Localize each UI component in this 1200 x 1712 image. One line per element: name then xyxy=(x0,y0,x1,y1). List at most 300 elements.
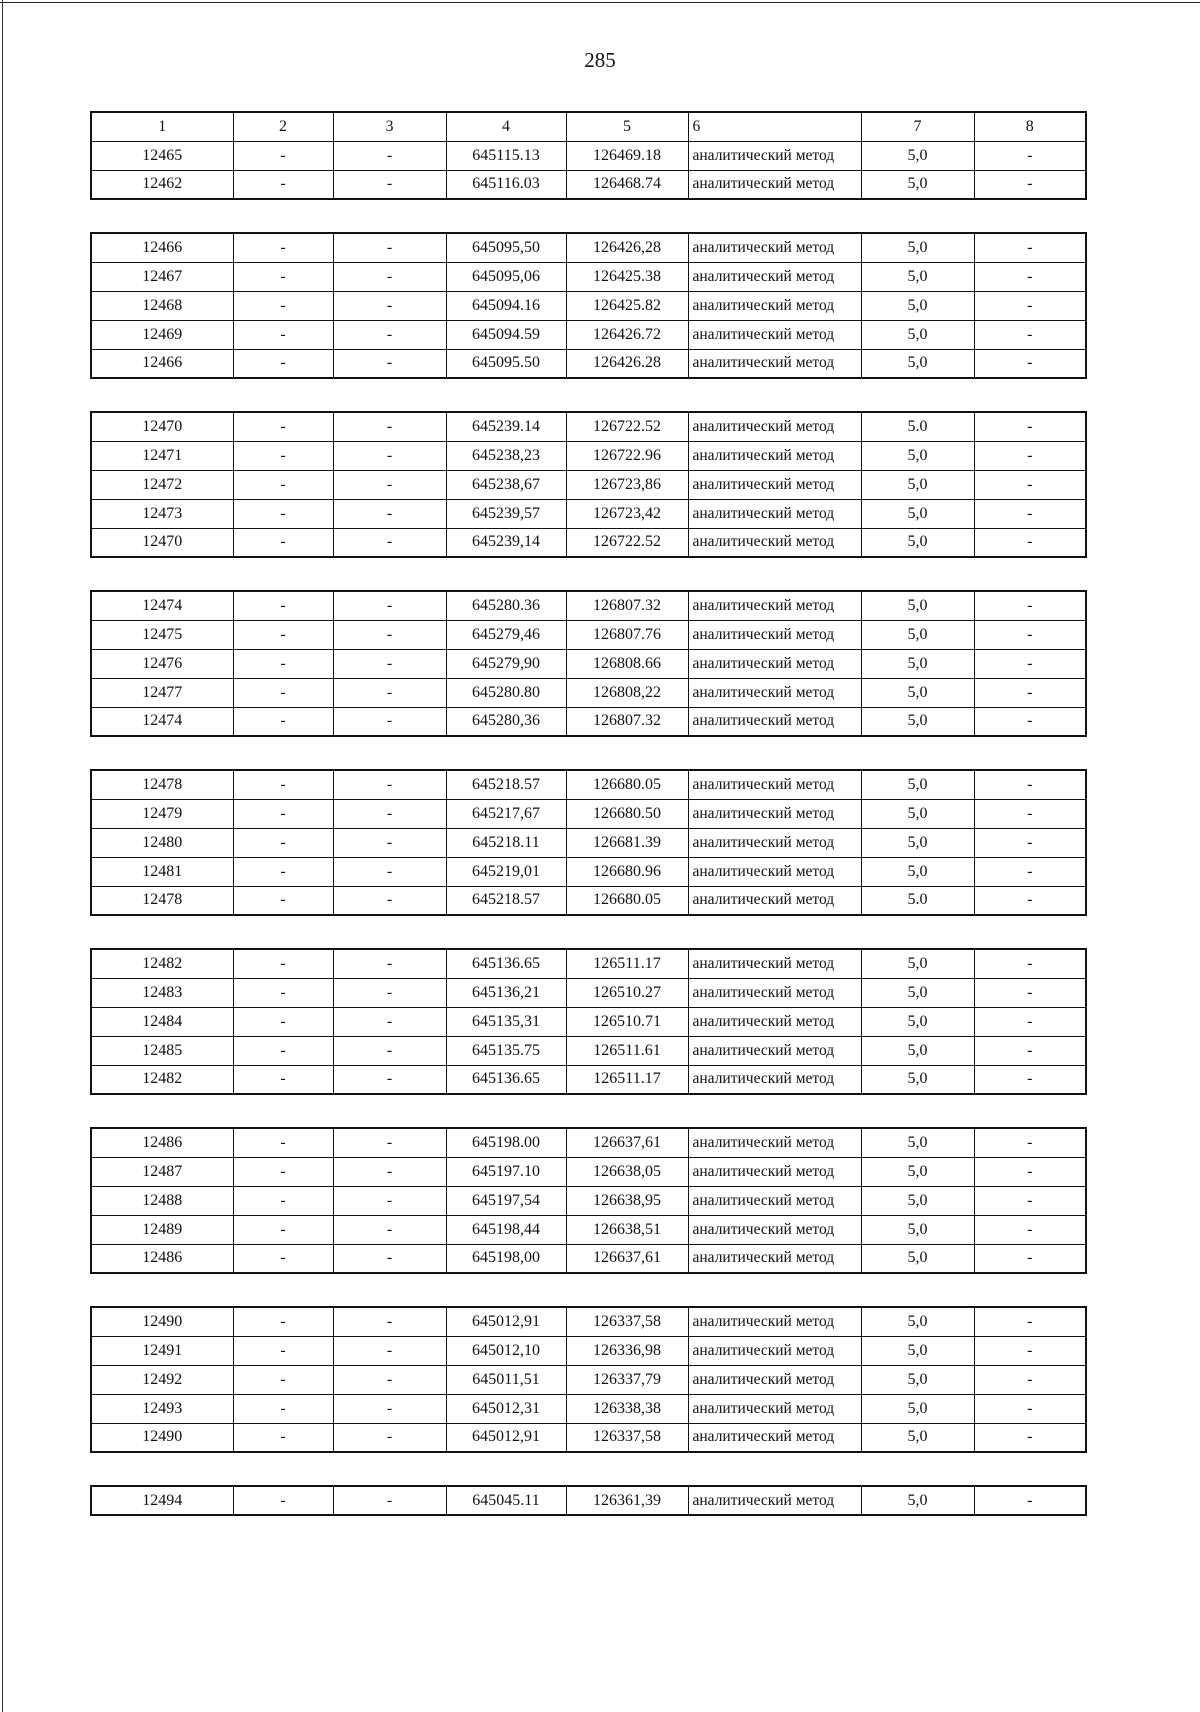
cell-coord-y: 126511.17 xyxy=(566,949,688,978)
cell-accuracy: 5,0 xyxy=(861,1186,974,1215)
coordinates-block xyxy=(90,769,1087,916)
cell-col-3: - xyxy=(333,349,446,378)
cell-coord-y: 126723,42 xyxy=(566,499,688,528)
cell-col-8: - xyxy=(974,441,1086,470)
cell-col-3: - xyxy=(333,412,446,441)
cell-col-3: - xyxy=(333,1423,446,1452)
cell-accuracy: 5,0 xyxy=(861,678,974,707)
cell-method: аналитический метод xyxy=(688,170,861,199)
table-row xyxy=(91,170,1086,199)
cell-col-3: - xyxy=(333,470,446,499)
cell-col-8: - xyxy=(974,949,1086,978)
table-row xyxy=(91,141,1086,170)
block-gap xyxy=(90,558,1085,590)
cell-accuracy: 5,0 xyxy=(861,470,974,499)
cell-method: аналитический метод xyxy=(688,1065,861,1094)
cell-accuracy: 5,0 xyxy=(861,1215,974,1244)
cell-col-2: - xyxy=(233,262,333,291)
cell-method: аналитический метод xyxy=(688,528,861,557)
cell-coord-x: 645197,54 xyxy=(446,1186,566,1215)
cell-method: аналитический метод xyxy=(688,470,861,499)
cell-col-2: - xyxy=(233,499,333,528)
cell-coord-y: 126722.52 xyxy=(566,412,688,441)
cell-accuracy: 5,0 xyxy=(861,349,974,378)
cell-point-number: 12479 xyxy=(91,799,233,828)
cell-coord-x: 645280,36 xyxy=(446,707,566,736)
cell-accuracy: 5,0 xyxy=(861,441,974,470)
cell-col-3: - xyxy=(333,886,446,915)
cell-point-number: 12470 xyxy=(91,528,233,557)
cell-coord-y: 126807.32 xyxy=(566,591,688,620)
cell-col-3: - xyxy=(333,707,446,736)
cell-col-3: - xyxy=(333,528,446,557)
cell-coord-x: 645012,91 xyxy=(446,1307,566,1336)
cell-coord-y: 126807.76 xyxy=(566,620,688,649)
cell-col-3: - xyxy=(333,233,446,262)
cell-accuracy: 5,0 xyxy=(861,1128,974,1157)
table-row xyxy=(91,1394,1086,1423)
cell-col-2: - xyxy=(233,470,333,499)
cell-coord-y: 126723,86 xyxy=(566,470,688,499)
table-row xyxy=(91,799,1086,828)
cell-coord-y: 126637,61 xyxy=(566,1244,688,1273)
cell-col-2: - xyxy=(233,349,333,378)
cell-coord-y: 126638,05 xyxy=(566,1157,688,1186)
cell-col-8: - xyxy=(974,1065,1086,1094)
cell-accuracy: 5,0 xyxy=(861,1307,974,1336)
block-gap xyxy=(90,737,1085,769)
table-row xyxy=(91,1244,1086,1273)
cell-col-3: - xyxy=(333,1157,446,1186)
cell-col-3: 3 xyxy=(333,112,446,141)
cell-coord-x: 645238,23 xyxy=(446,441,566,470)
cell-method: аналитический метод xyxy=(688,141,861,170)
cell-col-8: - xyxy=(974,770,1086,799)
cell-col-2: - xyxy=(233,1394,333,1423)
cell-accuracy: 5,0 xyxy=(861,1036,974,1065)
table-row xyxy=(91,620,1086,649)
table-row xyxy=(91,441,1086,470)
cell-coord-y: 126425.82 xyxy=(566,291,688,320)
cell-accuracy: 5,0 xyxy=(861,1007,974,1036)
cell-col-8: - xyxy=(974,349,1086,378)
header-row xyxy=(91,112,1086,141)
cell-col-3: - xyxy=(333,770,446,799)
cell-accuracy: 5,0 xyxy=(861,1486,974,1515)
cell-col-3: - xyxy=(333,262,446,291)
cell-col-2: - xyxy=(233,949,333,978)
cell-col-2: - xyxy=(233,291,333,320)
cell-coord-x: 645012,31 xyxy=(446,1394,566,1423)
cell-point-number: 12467 xyxy=(91,262,233,291)
cell-method: аналитический метод xyxy=(688,441,861,470)
cell-coord-y: 126511.17 xyxy=(566,1065,688,1094)
cell-accuracy: 5,0 xyxy=(861,799,974,828)
cell-coord-x: 645136,21 xyxy=(446,978,566,1007)
cell-col-8: - xyxy=(974,1157,1086,1186)
cell-method: аналитический метод xyxy=(688,591,861,620)
cell-coord-y: 126468.74 xyxy=(566,170,688,199)
cell-point-number: 12473 xyxy=(91,499,233,528)
cell-col-2: - xyxy=(233,1486,333,1515)
cell-coord-x: 645095,06 xyxy=(446,262,566,291)
cell-col-2: - xyxy=(233,620,333,649)
cell-col-8: - xyxy=(974,1307,1086,1336)
cell-coord-x: 645012,10 xyxy=(446,1336,566,1365)
cell-accuracy: 5,0 xyxy=(861,857,974,886)
cell-coord-y: 126469.18 xyxy=(566,141,688,170)
cell-method: аналитический метод xyxy=(688,320,861,349)
table-row xyxy=(91,770,1086,799)
cell-col-8: - xyxy=(974,470,1086,499)
cell-point-number: 12483 xyxy=(91,978,233,1007)
cell-col-2: - xyxy=(233,1215,333,1244)
cell-point-number: 12484 xyxy=(91,1007,233,1036)
table-row xyxy=(91,1186,1086,1215)
table-row xyxy=(91,1007,1086,1036)
cell-coord-y: 126511.61 xyxy=(566,1036,688,1065)
cell-coord-y: 126680.96 xyxy=(566,857,688,886)
cell-col-2: - xyxy=(233,233,333,262)
cell-col-3: - xyxy=(333,799,446,828)
table-row xyxy=(91,1307,1086,1336)
cell-method: аналитический метод xyxy=(688,349,861,378)
cell-accuracy: 5,0 xyxy=(861,591,974,620)
cell-col-3: - xyxy=(333,1307,446,1336)
cell-col-8: - xyxy=(974,528,1086,557)
cell-point-number: 12477 xyxy=(91,678,233,707)
table-row xyxy=(91,591,1086,620)
cell-method: аналитический метод xyxy=(688,1215,861,1244)
cell-col-2: - xyxy=(233,320,333,349)
cell-coord-y: 126426.72 xyxy=(566,320,688,349)
cell-coord-y: 126338,38 xyxy=(566,1394,688,1423)
cell-col-3: - xyxy=(333,1486,446,1515)
table-row xyxy=(91,470,1086,499)
cell-col-3: - xyxy=(333,1244,446,1273)
block-gap xyxy=(90,916,1085,948)
cell-col-3: - xyxy=(333,320,446,349)
cell-point-number: 12493 xyxy=(91,1394,233,1423)
cell-col-2: - xyxy=(233,978,333,1007)
cell-coord-y: 126361,39 xyxy=(566,1486,688,1515)
cell-col-2: - xyxy=(233,141,333,170)
cell-coord-y: 126336,98 xyxy=(566,1336,688,1365)
cell-col-3: - xyxy=(333,1007,446,1036)
cell-coord-x: 645239.14 xyxy=(446,412,566,441)
cell-accuracy: 5,0 xyxy=(861,949,974,978)
cell-col-8: - xyxy=(974,1394,1086,1423)
cell-coord-y: 5 xyxy=(566,112,688,141)
cell-col-8: - xyxy=(974,233,1086,262)
cell-col-8: - xyxy=(974,828,1086,857)
cell-point-number: 12482 xyxy=(91,1065,233,1094)
cell-coord-x: 645095,50 xyxy=(446,233,566,262)
cell-coord-x: 645095.50 xyxy=(446,349,566,378)
block-gap xyxy=(90,1453,1085,1485)
table-row xyxy=(91,233,1086,262)
cell-method: аналитический метод xyxy=(688,857,861,886)
block-gap xyxy=(90,1095,1085,1127)
cell-point-number: 12488 xyxy=(91,1186,233,1215)
coordinates-block xyxy=(90,111,1087,200)
cell-col-3: - xyxy=(333,1365,446,1394)
cell-col-8: - xyxy=(974,1036,1086,1065)
cell-point-number: 12475 xyxy=(91,620,233,649)
cell-point-number: 12482 xyxy=(91,949,233,978)
cell-accuracy: 5,0 xyxy=(861,1423,974,1452)
cell-coord-x: 645136.65 xyxy=(446,949,566,978)
cell-point-number: 12480 xyxy=(91,828,233,857)
cell-coord-x: 645198,44 xyxy=(446,1215,566,1244)
cell-col-8: - xyxy=(974,291,1086,320)
table-row xyxy=(91,649,1086,678)
cell-col-3: - xyxy=(333,1128,446,1157)
table-row xyxy=(91,828,1086,857)
coordinates-block xyxy=(90,948,1087,1095)
cell-accuracy: 7 xyxy=(861,112,974,141)
scan-edge-left xyxy=(2,0,3,1712)
cell-method: аналитический метод xyxy=(688,1244,861,1273)
coordinates-block xyxy=(90,411,1087,558)
cell-accuracy: 5.0 xyxy=(861,886,974,915)
cell-method: аналитический метод xyxy=(688,799,861,828)
table-row xyxy=(91,1128,1086,1157)
cell-coord-y: 126637,61 xyxy=(566,1128,688,1157)
cell-point-number: 12489 xyxy=(91,1215,233,1244)
cell-coord-x: 645218.11 xyxy=(446,828,566,857)
cell-coord-y: 126681.39 xyxy=(566,828,688,857)
cell-coord-y: 126722.96 xyxy=(566,441,688,470)
cell-col-8: - xyxy=(974,412,1086,441)
cell-point-number: 12478 xyxy=(91,886,233,915)
cell-col-2: - xyxy=(233,412,333,441)
cell-point-number: 12469 xyxy=(91,320,233,349)
table-row xyxy=(91,1036,1086,1065)
cell-col-3: - xyxy=(333,291,446,320)
cell-accuracy: 5,0 xyxy=(861,1157,974,1186)
cell-col-2: - xyxy=(233,1007,333,1036)
cell-col-2: - xyxy=(233,1336,333,1365)
cell-col-8: - xyxy=(974,649,1086,678)
cell-col-2: - xyxy=(233,441,333,470)
cell-coord-x: 645239,57 xyxy=(446,499,566,528)
cell-col-8: 8 xyxy=(974,112,1086,141)
cell-point-number: 12470 xyxy=(91,412,233,441)
cell-point-number: 12476 xyxy=(91,649,233,678)
cell-method: аналитический метод xyxy=(688,620,861,649)
cell-col-8: - xyxy=(974,1486,1086,1515)
cell-coord-x: 645011,51 xyxy=(446,1365,566,1394)
cell-coord-y: 126680.05 xyxy=(566,770,688,799)
cell-coord-x: 645115.13 xyxy=(446,141,566,170)
cell-col-8: - xyxy=(974,1215,1086,1244)
cell-col-8: - xyxy=(974,170,1086,199)
cell-col-8: - xyxy=(974,141,1086,170)
cell-method: аналитический метод xyxy=(688,649,861,678)
cell-coord-y: 126510.27 xyxy=(566,978,688,1007)
cell-method: аналитический метод xyxy=(688,412,861,441)
cell-coord-y: 126426.28 xyxy=(566,349,688,378)
cell-col-8: - xyxy=(974,262,1086,291)
cell-coord-x: 645280.36 xyxy=(446,591,566,620)
cell-col-8: - xyxy=(974,499,1086,528)
cell-point-number: 12485 xyxy=(91,1036,233,1065)
table-row xyxy=(91,499,1086,528)
cell-col-2: - xyxy=(233,1036,333,1065)
cell-col-3: - xyxy=(333,141,446,170)
cell-col-3: - xyxy=(333,678,446,707)
cell-method: аналитический метод xyxy=(688,949,861,978)
cell-method: аналитический метод xyxy=(688,978,861,1007)
cell-col-8: - xyxy=(974,620,1086,649)
cell-point-number: 12466 xyxy=(91,349,233,378)
coordinates-block xyxy=(90,1306,1087,1453)
cell-col-2: - xyxy=(233,1186,333,1215)
cell-col-8: - xyxy=(974,591,1086,620)
coordinates-block xyxy=(90,1485,1087,1516)
cell-col-2: - xyxy=(233,886,333,915)
cell-point-number: 12490 xyxy=(91,1423,233,1452)
cell-method: аналитический метод xyxy=(688,1394,861,1423)
cell-coord-x: 645045.11 xyxy=(446,1486,566,1515)
cell-col-3: - xyxy=(333,857,446,886)
cell-col-3: - xyxy=(333,1215,446,1244)
cell-col-8: - xyxy=(974,320,1086,349)
cell-accuracy: 5,0 xyxy=(861,499,974,528)
cell-col-8: - xyxy=(974,1128,1086,1157)
cell-method: аналитический метод xyxy=(688,1365,861,1394)
coordinates-block xyxy=(90,590,1087,737)
cell-col-8: - xyxy=(974,678,1086,707)
cell-coord-x: 645219,01 xyxy=(446,857,566,886)
cell-accuracy: 5,0 xyxy=(861,1336,974,1365)
cell-point-number: 1 xyxy=(91,112,233,141)
cell-col-2: - xyxy=(233,828,333,857)
cell-col-3: - xyxy=(333,649,446,678)
cell-col-3: - xyxy=(333,499,446,528)
cell-point-number: 12494 xyxy=(91,1486,233,1515)
table-row xyxy=(91,1365,1086,1394)
cell-point-number: 12487 xyxy=(91,1157,233,1186)
cell-coord-x: 645116.03 xyxy=(446,170,566,199)
cell-coord-x: 645198.00 xyxy=(446,1128,566,1157)
cell-accuracy: 5,0 xyxy=(861,620,974,649)
cell-accuracy: 5,0 xyxy=(861,291,974,320)
cell-col-8: - xyxy=(974,799,1086,828)
cell-point-number: 12492 xyxy=(91,1365,233,1394)
cell-coord-x: 645136.65 xyxy=(446,1065,566,1094)
block-gap xyxy=(90,1274,1085,1306)
table-row xyxy=(91,412,1086,441)
cell-coord-y: 126337,58 xyxy=(566,1423,688,1452)
cell-method: аналитический метод xyxy=(688,499,861,528)
cell-col-2: - xyxy=(233,1423,333,1452)
cell-coord-x: 645238,67 xyxy=(446,470,566,499)
cell-method: 6 xyxy=(688,112,861,141)
cell-coord-x: 645012,91 xyxy=(446,1423,566,1452)
cell-coord-x: 4 xyxy=(446,112,566,141)
cell-col-3: - xyxy=(333,949,446,978)
cell-method: аналитический метод xyxy=(688,1307,861,1336)
cell-point-number: 12486 xyxy=(91,1128,233,1157)
cell-method: аналитический метод xyxy=(688,1036,861,1065)
cell-accuracy: 5,0 xyxy=(861,828,974,857)
cell-col-2: - xyxy=(233,1244,333,1273)
cell-method: аналитический метод xyxy=(688,678,861,707)
scan-edge-top xyxy=(0,2,1200,3)
table-row xyxy=(91,262,1086,291)
cell-accuracy: 5,0 xyxy=(861,978,974,1007)
cell-coord-x: 645135,31 xyxy=(446,1007,566,1036)
cell-coord-x: 645094.59 xyxy=(446,320,566,349)
cell-point-number: 12472 xyxy=(91,470,233,499)
cell-col-2: - xyxy=(233,1128,333,1157)
cell-col-8: - xyxy=(974,1186,1086,1215)
cell-coord-y: 126425.38 xyxy=(566,262,688,291)
cell-coord-y: 126337,79 xyxy=(566,1365,688,1394)
cell-coord-y: 126808,22 xyxy=(566,678,688,707)
cell-coord-x: 645218.57 xyxy=(446,886,566,915)
cell-col-3: - xyxy=(333,1186,446,1215)
cell-accuracy: 5,0 xyxy=(861,707,974,736)
block-gap xyxy=(90,379,1085,411)
cell-col-8: - xyxy=(974,1365,1086,1394)
cell-method: аналитический метод xyxy=(688,1336,861,1365)
cell-coord-y: 126680.05 xyxy=(566,886,688,915)
cell-point-number: 12468 xyxy=(91,291,233,320)
cell-coord-x: 645217,67 xyxy=(446,799,566,828)
cell-coord-y: 126680.50 xyxy=(566,799,688,828)
table-row xyxy=(91,886,1086,915)
cell-col-8: - xyxy=(974,886,1086,915)
cell-col-3: - xyxy=(333,1394,446,1423)
cell-point-number: 12481 xyxy=(91,857,233,886)
cell-col-2: - xyxy=(233,799,333,828)
cell-col-8: - xyxy=(974,978,1086,1007)
cell-col-3: - xyxy=(333,1336,446,1365)
block-gap xyxy=(90,200,1085,232)
cell-col-2: - xyxy=(233,678,333,707)
cell-col-3: - xyxy=(333,1036,446,1065)
cell-method: аналитический метод xyxy=(688,1186,861,1215)
cell-point-number: 12490 xyxy=(91,1307,233,1336)
cell-coord-y: 126638,95 xyxy=(566,1186,688,1215)
cell-method: аналитический метод xyxy=(688,828,861,857)
cell-coord-x: 645218.57 xyxy=(446,770,566,799)
cell-method: аналитический метод xyxy=(688,1423,861,1452)
cell-accuracy: 5,0 xyxy=(861,170,974,199)
cell-coord-x: 645197.10 xyxy=(446,1157,566,1186)
table-row xyxy=(91,978,1086,1007)
page-number: 285 xyxy=(584,48,616,72)
cell-point-number: 12466 xyxy=(91,233,233,262)
cell-method: аналитический метод xyxy=(688,233,861,262)
table-row xyxy=(91,349,1086,378)
table-row xyxy=(91,1065,1086,1094)
table-row xyxy=(91,857,1086,886)
cell-col-3: - xyxy=(333,441,446,470)
coordinates-block xyxy=(90,232,1087,379)
cell-col-8: - xyxy=(974,707,1086,736)
cell-col-2: - xyxy=(233,1065,333,1094)
table-row xyxy=(91,707,1086,736)
cell-accuracy: 5,0 xyxy=(861,141,974,170)
cell-coord-y: 126722.52 xyxy=(566,528,688,557)
cell-col-2: - xyxy=(233,528,333,557)
cell-method: аналитический метод xyxy=(688,1157,861,1186)
cell-method: аналитический метод xyxy=(688,291,861,320)
